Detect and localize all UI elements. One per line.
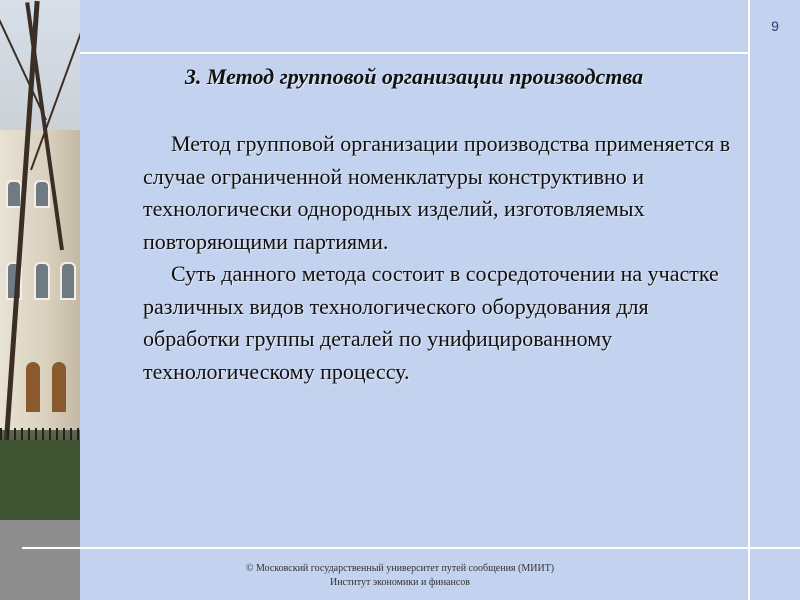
- footer-copyright: © Московский государственный университет путей сообщения (МИИТ): [245, 563, 555, 574]
- top-divider-line: [80, 52, 748, 54]
- body-paragraph: Суть данного метода состоит в сосредоточении на участке различных видов технологического оборудования для обработки группы деталей по унифицированному технологическому процессу.: [143, 261, 719, 384]
- road: [0, 520, 80, 600]
- right-divider-line: [748, 0, 750, 600]
- window-shape: [60, 262, 76, 300]
- building-photo: [0, 0, 80, 600]
- door-shape: [52, 362, 66, 412]
- door-shape: [26, 362, 40, 412]
- tree-branch: [0, 11, 47, 121]
- footer-institute: Институт экономики и финансов: [329, 577, 471, 588]
- page-number: 9: [771, 18, 779, 34]
- window-shape: [34, 180, 50, 208]
- footer: [80, 562, 720, 590]
- lawn: [0, 440, 80, 530]
- bottom-divider-line: [22, 547, 800, 549]
- slide-body: [143, 128, 743, 388]
- body-paragraph: Метод групповой организации производства применяется в случае ограниченной номенклатуры конструктивно и технологически однородных изделий, изготовляемых повторяющими партиями.: [143, 131, 731, 254]
- slide-title: 3. Метод групповой организации производства: [184, 64, 644, 89]
- window-shape: [34, 262, 50, 300]
